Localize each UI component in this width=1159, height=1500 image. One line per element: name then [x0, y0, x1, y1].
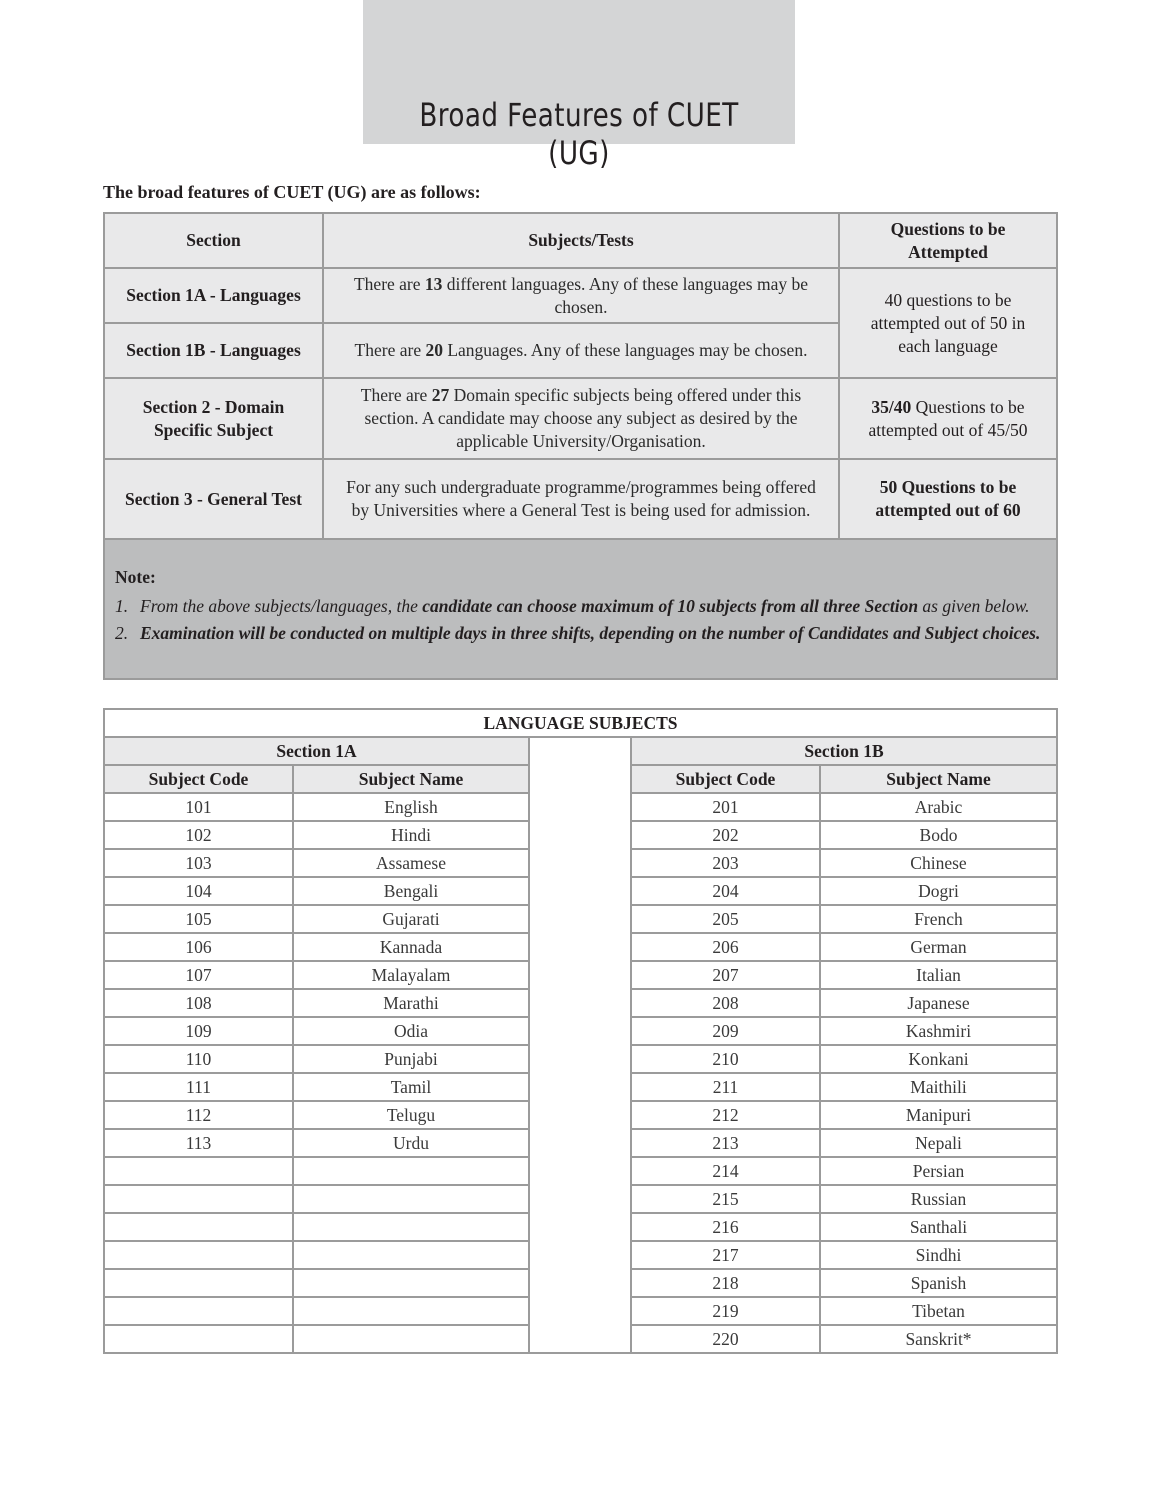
table-row [104, 1241, 1057, 1269]
table-row [104, 793, 1057, 821]
table-row [104, 849, 1057, 877]
note-row [104, 539, 1057, 679]
column-gap [529, 1017, 631, 1045]
subject-code-1a [104, 1157, 293, 1185]
table-row [104, 821, 1057, 849]
column-gap [529, 933, 631, 961]
column-gap [529, 765, 631, 793]
subject-name-1b: French [820, 905, 1057, 933]
column-gap [529, 1101, 631, 1129]
language-subjects-table [103, 708, 1058, 1354]
subject-name-1a: Telugu [293, 1101, 529, 1129]
column-gap [529, 961, 631, 989]
table-row [104, 1101, 1057, 1129]
page-title: Broad Features of CUET (UG) [419, 96, 739, 172]
column-gap [529, 1129, 631, 1157]
subject-name-1b: Dogri [820, 877, 1057, 905]
subject-code-1a [104, 1213, 293, 1241]
subject-name-1a [293, 1185, 529, 1213]
subject-name-1b: Manipuri [820, 1101, 1057, 1129]
subject-code-1a: 105 [104, 905, 293, 933]
subject-name-1a: English [293, 793, 529, 821]
subject-code-1b: 201 [631, 793, 820, 821]
subject-code-1b: 213 [631, 1129, 820, 1157]
subject-code-1a: 102 [104, 821, 293, 849]
subject-code-1a: 108 [104, 989, 293, 1017]
features-row-1a [104, 268, 1057, 323]
table-row [104, 1129, 1057, 1157]
subject-code-1b: 206 [631, 933, 820, 961]
subject-name-1a [293, 1241, 529, 1269]
section-1b-desc: There are 20 Languages. Any of these languages may be chosen. [323, 323, 839, 378]
subject-name-1b: Santhali [820, 1213, 1057, 1241]
column-gap [529, 1269, 631, 1297]
subject-code-1b: 210 [631, 1045, 820, 1073]
section-1b-label: Section 1B - Languages [104, 323, 323, 378]
title-banner [363, 0, 795, 172]
column-gap [529, 1241, 631, 1269]
subject-name-1a: Marathi [293, 989, 529, 1017]
column-gap [529, 1297, 631, 1325]
table-row [104, 1269, 1057, 1297]
table-row [104, 1325, 1057, 1353]
subject-code-1b: 207 [631, 961, 820, 989]
subject-name-1b: Tibetan [820, 1297, 1057, 1325]
table-row [104, 1185, 1057, 1213]
subject-code-1a [104, 1269, 293, 1297]
features-table [103, 212, 1058, 680]
subject-code-1b: 202 [631, 821, 820, 849]
column-gap [529, 821, 631, 849]
header-subjects: Subjects/Tests [323, 213, 839, 268]
subject-name-1a: Urdu [293, 1129, 529, 1157]
column-gap [529, 1325, 631, 1353]
table-row [104, 1157, 1057, 1185]
section-1a-label: Section 1A - Languages [104, 268, 323, 323]
subject-code-1a: 103 [104, 849, 293, 877]
column-gap [529, 1213, 631, 1241]
subject-name-1a: Punjabi [293, 1045, 529, 1073]
subject-name-1a: Assamese [293, 849, 529, 877]
col-subject-code: Subject Code [631, 765, 820, 793]
subject-name-1b: Sindhi [820, 1241, 1057, 1269]
section-2-desc: There are 27 Domain specific subjects being offered under this section. A candidate may choose any subject as desired by the applicable University/Organisation. [323, 378, 839, 459]
subject-code-1a: 106 [104, 933, 293, 961]
subject-name-1a: Malayalam [293, 961, 529, 989]
subject-name-1b: Russian [820, 1185, 1057, 1213]
subject-name-1b: German [820, 933, 1057, 961]
column-gap [529, 905, 631, 933]
subject-code-1a: 111 [104, 1073, 293, 1101]
column-gap [529, 1157, 631, 1185]
subject-code-1a: 112 [104, 1101, 293, 1129]
subject-code-1a: 107 [104, 961, 293, 989]
section-3-desc: For any such undergraduate programme/programmes being offered by Universities where a General Test is being used for admission. [323, 459, 839, 539]
column-gap [529, 737, 631, 765]
section-2-label: Section 2 - Domain Specific Subject [104, 378, 323, 459]
subject-name-1b: Italian [820, 961, 1057, 989]
subject-code-1b: 209 [631, 1017, 820, 1045]
subject-code-1a [104, 1241, 293, 1269]
subject-code-1b: 215 [631, 1185, 820, 1213]
subject-name-1b: Kashmiri [820, 1017, 1057, 1045]
col-subject-code: Subject Code [104, 765, 293, 793]
subject-name-1b: Maithili [820, 1073, 1057, 1101]
subject-name-1a: Odia [293, 1017, 529, 1045]
subject-name-1b: Chinese [820, 849, 1057, 877]
subject-name-1a [293, 1269, 529, 1297]
table-row [104, 961, 1057, 989]
col-subject-name: Subject Name [293, 765, 529, 793]
table-row [104, 1297, 1057, 1325]
subject-code-1b: 208 [631, 989, 820, 1017]
column-gap [529, 1185, 631, 1213]
lang-column-header-row [104, 765, 1057, 793]
lang-title-row [104, 709, 1057, 737]
subject-name-1a: Gujarati [293, 905, 529, 933]
subject-name-1a: Tamil [293, 1073, 529, 1101]
table-row [104, 989, 1057, 1017]
subject-name-1b: Persian [820, 1157, 1057, 1185]
column-gap [529, 1073, 631, 1101]
features-row-3 [104, 459, 1057, 539]
lang-table-title: LANGUAGE SUBJECTS [104, 709, 1057, 737]
note-list [115, 595, 1046, 645]
subject-name-1a: Kannada [293, 933, 529, 961]
subject-name-1b: Arabic [820, 793, 1057, 821]
general-questions: 50 Questions to be attempted out of 60 [839, 459, 1057, 539]
col-subject-name: Subject Name [820, 765, 1057, 793]
note-box [104, 539, 1057, 679]
subject-code-1b: 220 [631, 1325, 820, 1353]
subject-code-1a: 101 [104, 793, 293, 821]
subject-name-1b: Nepali [820, 1129, 1057, 1157]
subject-name-1b: Konkani [820, 1045, 1057, 1073]
section-1b-heading: Section 1B [631, 737, 1057, 765]
subject-name-1a: Bengali [293, 877, 529, 905]
lang-section-row [104, 737, 1057, 765]
subject-code-1a: 113 [104, 1129, 293, 1157]
header-section: Section [104, 213, 323, 268]
column-gap [529, 1045, 631, 1073]
subject-code-1b: 212 [631, 1101, 820, 1129]
column-gap [529, 793, 631, 821]
subject-code-1b: 217 [631, 1241, 820, 1269]
subject-code-1b: 204 [631, 877, 820, 905]
subject-name-1a [293, 1297, 529, 1325]
column-gap [529, 849, 631, 877]
table-row [104, 877, 1057, 905]
subject-name-1b: Sanskrit* [820, 1325, 1057, 1353]
subject-code-1a: 104 [104, 877, 293, 905]
subject-code-1b: 214 [631, 1157, 820, 1185]
section-1a-desc: There are 13 different languages. Any of these languages may be chosen. [323, 268, 839, 323]
subject-code-1b: 211 [631, 1073, 820, 1101]
subject-name-1b: Spanish [820, 1269, 1057, 1297]
subject-code-1b: 203 [631, 849, 820, 877]
subject-name-1b: Japanese [820, 989, 1057, 1017]
note-item: 1. From the above subjects/languages, the candidate can choose maximum of 10 subjects from all three Section as given below. [115, 595, 1030, 616]
column-gap [529, 877, 631, 905]
table-row [104, 1073, 1057, 1101]
note-title: Note: [115, 566, 156, 587]
intro-text: The broad features of CUET (UG) are as follows: [103, 182, 481, 202]
section-1a-heading: Section 1A [104, 737, 529, 765]
subject-name-1a: Hindi [293, 821, 529, 849]
header-questions: Questions to be Attempted [839, 213, 1057, 268]
subject-code-1b: 205 [631, 905, 820, 933]
subject-code-1a [104, 1185, 293, 1213]
subject-code-1b: 218 [631, 1269, 820, 1297]
subject-code-1b: 216 [631, 1213, 820, 1241]
section-3-label: Section 3 - General Test [104, 459, 323, 539]
subject-code-1a: 109 [104, 1017, 293, 1045]
table-row [104, 1017, 1057, 1045]
table-row [104, 1045, 1057, 1073]
table-row [104, 933, 1057, 961]
note-item: 2. Examination will be conducted on multiple days in three shifts, depending on the number of Candidates and Subject choices. [115, 622, 1041, 643]
subject-code-1a: 110 [104, 1045, 293, 1073]
domain-questions: 35/40 Questions to be attempted out of 45/50 [839, 378, 1057, 459]
lang-table-body [104, 793, 1057, 1353]
subject-code-1a [104, 1325, 293, 1353]
features-header-row [104, 213, 1057, 268]
table-row [104, 1213, 1057, 1241]
subject-code-1b: 219 [631, 1297, 820, 1325]
subject-name-1a [293, 1213, 529, 1241]
languages-questions: 40 questions to be attempted out of 50 in each language [839, 268, 1057, 378]
subject-name-1a [293, 1325, 529, 1353]
table-row [104, 905, 1057, 933]
features-row-2 [104, 378, 1057, 459]
column-gap [529, 989, 631, 1017]
subject-name-1b: Bodo [820, 821, 1057, 849]
subject-code-1a [104, 1297, 293, 1325]
subject-name-1a [293, 1157, 529, 1185]
